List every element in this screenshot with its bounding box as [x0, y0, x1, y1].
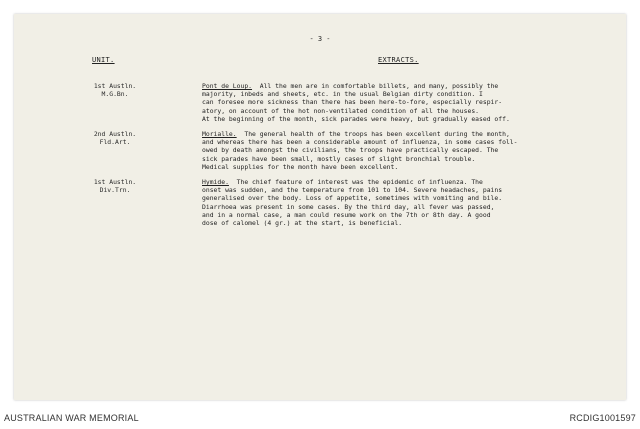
unit-label	[80, 178, 150, 194]
extract-line: Diarrhoea was present in some cases. By the third day, all fever was passed,	[202, 202, 495, 211]
page-number: - 3 -	[309, 35, 331, 43]
extract-text	[202, 82, 594, 123]
extract-line: majority, inbeds and sheets, etc. in the usual Belgian dirty condition. I	[202, 90, 483, 99]
unit-line: Div.Trn.	[99, 186, 131, 195]
extract-line: and in a normal case, a man could resume work on the 7th or 8th day. A good	[202, 210, 491, 219]
extract-line: can foresee more sickness than there has been here-to-fore, especially respir-	[202, 98, 503, 107]
extract-line	[202, 82, 594, 90]
unit-line: 2nd Austln.	[93, 130, 137, 138]
extract-line: At the beginning of the month, sick parades were heavy, but gradually eased off.	[202, 114, 510, 123]
unit-line: 1st Austln.	[93, 178, 137, 186]
unit-label	[80, 82, 150, 98]
extracts-column-header: EXTRACTS.	[378, 56, 419, 64]
extract-line: owed by death amongst the civilians, the troops have practically escaped. The	[202, 146, 499, 155]
place-name: Morialle.	[202, 130, 237, 138]
document-page	[14, 14, 626, 400]
unit-line: 1st Austln.	[93, 82, 137, 90]
extract-line	[202, 130, 594, 138]
extract-line: dose of calomel (4 gr.) at the start, is beneficial.	[202, 219, 403, 228]
extract-line: generalised over the body. Loss of appetite, sometimes with vomiting and bile.	[202, 194, 503, 203]
place-name: Hymide.	[202, 178, 229, 186]
extract-line-text: All the men are in comfortable billets, and many, possibly the	[259, 82, 499, 90]
unit-column-header: UNIT.	[92, 56, 115, 64]
extract-line: atory, on account of the hot non-ventilated condition of all the houses.	[202, 106, 480, 115]
record-id: RCDIG1001597	[569, 413, 636, 423]
place-name: Pont de Loup.	[202, 82, 253, 90]
archive-credit: AUSTRALIAN WAR MEMORIAL	[4, 413, 139, 423]
extract-line	[202, 178, 594, 186]
extract-line: Medical supplies for the month have been excellent.	[202, 162, 399, 171]
extract-line: and whereas there has been a considerable amount of influenza, in some cases foll-	[202, 138, 518, 147]
extract-line-text: The general health of the troops has been excellent during the month,	[244, 130, 510, 138]
unit-label	[80, 130, 150, 146]
unit-line: Fld.Art.	[99, 138, 131, 147]
extract-text	[202, 178, 594, 227]
extract-text	[202, 130, 594, 171]
extract-line: onset was sudden, and the temperature from 101 to 104. Severe headaches, pains	[202, 186, 503, 195]
extract-line: sick parades have been small, mostly cases of slight bronchial trouble.	[202, 154, 476, 163]
unit-line: M.G.Bn.	[101, 90, 129, 99]
extract-line-text: The chief feature of interest was the epidemic of influenza. The	[236, 178, 483, 186]
